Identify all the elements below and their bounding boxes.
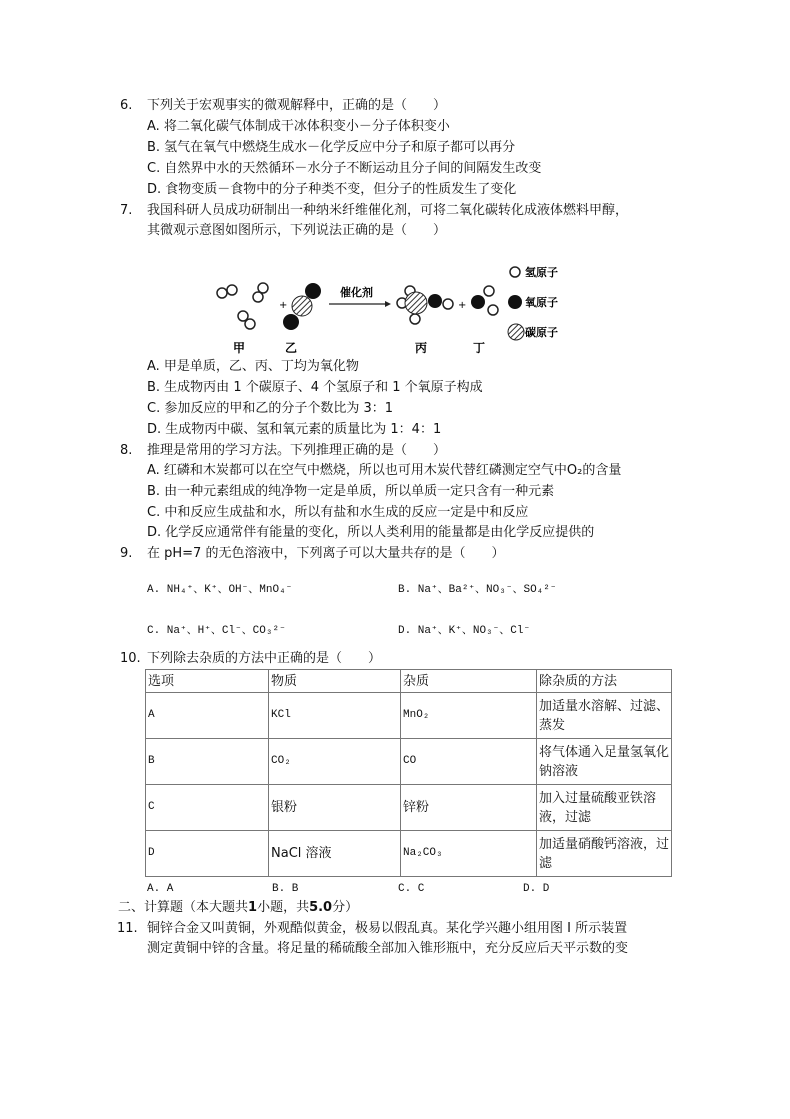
option-a: A. 甲是单质，乙、丙、丁均为氧化物 [147,359,359,374]
option-a: A. 将二氧化碳气体制成干冰体积变小－分子体积变小 [147,119,450,134]
question-stem: 推理是常用的学习方法。下列推理正确的是（ ） [147,443,447,458]
svg-text:氧原子: 氧原子 [525,296,558,309]
question-stem: 在 pH=7 的无色溶液中，下列离子可以大量共存的是（ ） [147,546,505,561]
question-stem: 铜锌合金又叫黄铜，外观酷似黄金，极易以假乱真。某化学兴趣小组用图 I 所示装置 [147,921,628,936]
question-stem-cont: 其微观示意图如图所示，下列说法正确的是（ ） [147,223,447,238]
table-header-row [146,670,672,693]
svg-text:甲: 甲 [233,341,246,355]
question-stem: 下列除去杂质的方法中正确的是（ ） [147,651,382,666]
question-number: 10. [120,651,141,666]
legend [508,265,558,340]
header-cell: 选项 [146,670,269,693]
option-d: D. 食物变质－食物中的分子种类不变，但分子的性质发生了变化 [147,182,517,197]
svg-text:乙: 乙 [285,341,298,355]
svg-text:碳原子: 碳原子 [525,326,558,339]
table-row: C 银粉 锌粉 加入过量硫酸亚铁溶液，过滤 [146,785,672,831]
section-heading: 二、计算题（本大题共1小题，共5.0分） [118,900,359,915]
catalyst-label: 催化剂 [340,286,373,299]
header-cell: 杂质 [401,670,537,693]
molecule-bing [397,286,453,324]
svg-text:+: + [458,300,467,311]
option-b: B. 氢气在氧气中燃烧生成水－化学反应中分子和原子都可以再分 [147,140,516,155]
option-c: C. 中和反应生成盐和水，所以有盐和水生成的反应一定是中和反应 [147,505,529,520]
svg-text:丙: 丙 [415,341,428,355]
option-c: C. C [398,883,425,895]
molecule-ding [471,286,498,315]
option-b: B. B [272,883,299,895]
carbon-atom-icon [508,324,524,340]
option-c: C. 自然界中水的天然循环－水分子不断运动且分子间的间隔发生改变 [147,161,542,176]
svg-text:氢原子: 氢原子 [525,266,558,279]
question-stem: 下列关于宏观事实的微观解释中，正确的是（ ） [147,98,447,113]
header-cell: 物质 [269,670,401,693]
molecule-jia [217,283,268,329]
option-a: A. NH₄⁺、K⁺、OH⁻、MnO₄⁻ [147,584,293,596]
oxygen-atom-icon [508,295,522,309]
question-number: 6. [120,98,133,113]
question-number: 11. [117,921,138,936]
option-c: C. Na⁺、H⁺、Cl⁻、CO₃²⁻ [147,625,286,637]
option-d: D. 化学反应通常伴有能量的变化，所以人类利用的能量都是由化学反应提供的 [147,525,595,540]
svg-text:丁: 丁 [473,341,486,355]
plus-sign: + [279,300,288,311]
question-number: 8. [120,443,133,458]
question-number: 9. [120,546,133,561]
option-a: A. A [147,883,174,895]
option-d: D. Na⁺、K⁺、NO₃⁻、Cl⁻ [398,625,531,637]
option-c: C. 参加反应的甲和乙的分子个数比为 3：1 [147,401,394,416]
impurity-table [145,669,672,877]
option-b: B. Na⁺、Ba²⁺、NO₃⁻、SO₄²⁻ [398,584,557,596]
table-row: D NaCl 溶液 Na₂CO₃ 加适量硝酸钙溶液，过滤 [146,831,672,877]
table-row: A KCl MnO₂ 加适量水溶解、过滤、蒸发 [146,693,672,739]
option-a: A. 红磷和木炭都可以在空气中燃烧，所以也可用木炭代替红磷测定空气中O₂的含量 [147,463,622,478]
header-cell: 除杂质的方法 [537,670,672,693]
question-stem: 我国科研人员成功研制出一种纳米纤维催化剂，可将二氧化碳转化成液体燃料甲醇， [147,203,629,218]
question-stem-cont: 测定黄铜中锌的含量。将足量的稀硫酸全部加入锥形瓶中，充分反应后天平示数的变 [147,941,629,956]
question-number: 7. [120,203,133,218]
option-d: D. 生成物丙中碳、氢和氧元素的质量比为 1：4：1 [147,422,442,437]
reaction-diagram [205,258,605,358]
option-d: D. D [523,883,550,895]
hydrogen-atom-icon [510,267,520,277]
option-b: B. 由一种元素组成的纯净物一定是单质，所以单质一定只含有一种元素 [147,484,555,499]
molecule-yi [283,283,321,330]
option-b: B. 生成物丙由 1 个碳原子、4 个氢原子和 1 个氧原子构成 [147,380,483,395]
table-row: B CO₂ CO 将气体通入足量氢氧化钠溶液 [146,739,672,785]
